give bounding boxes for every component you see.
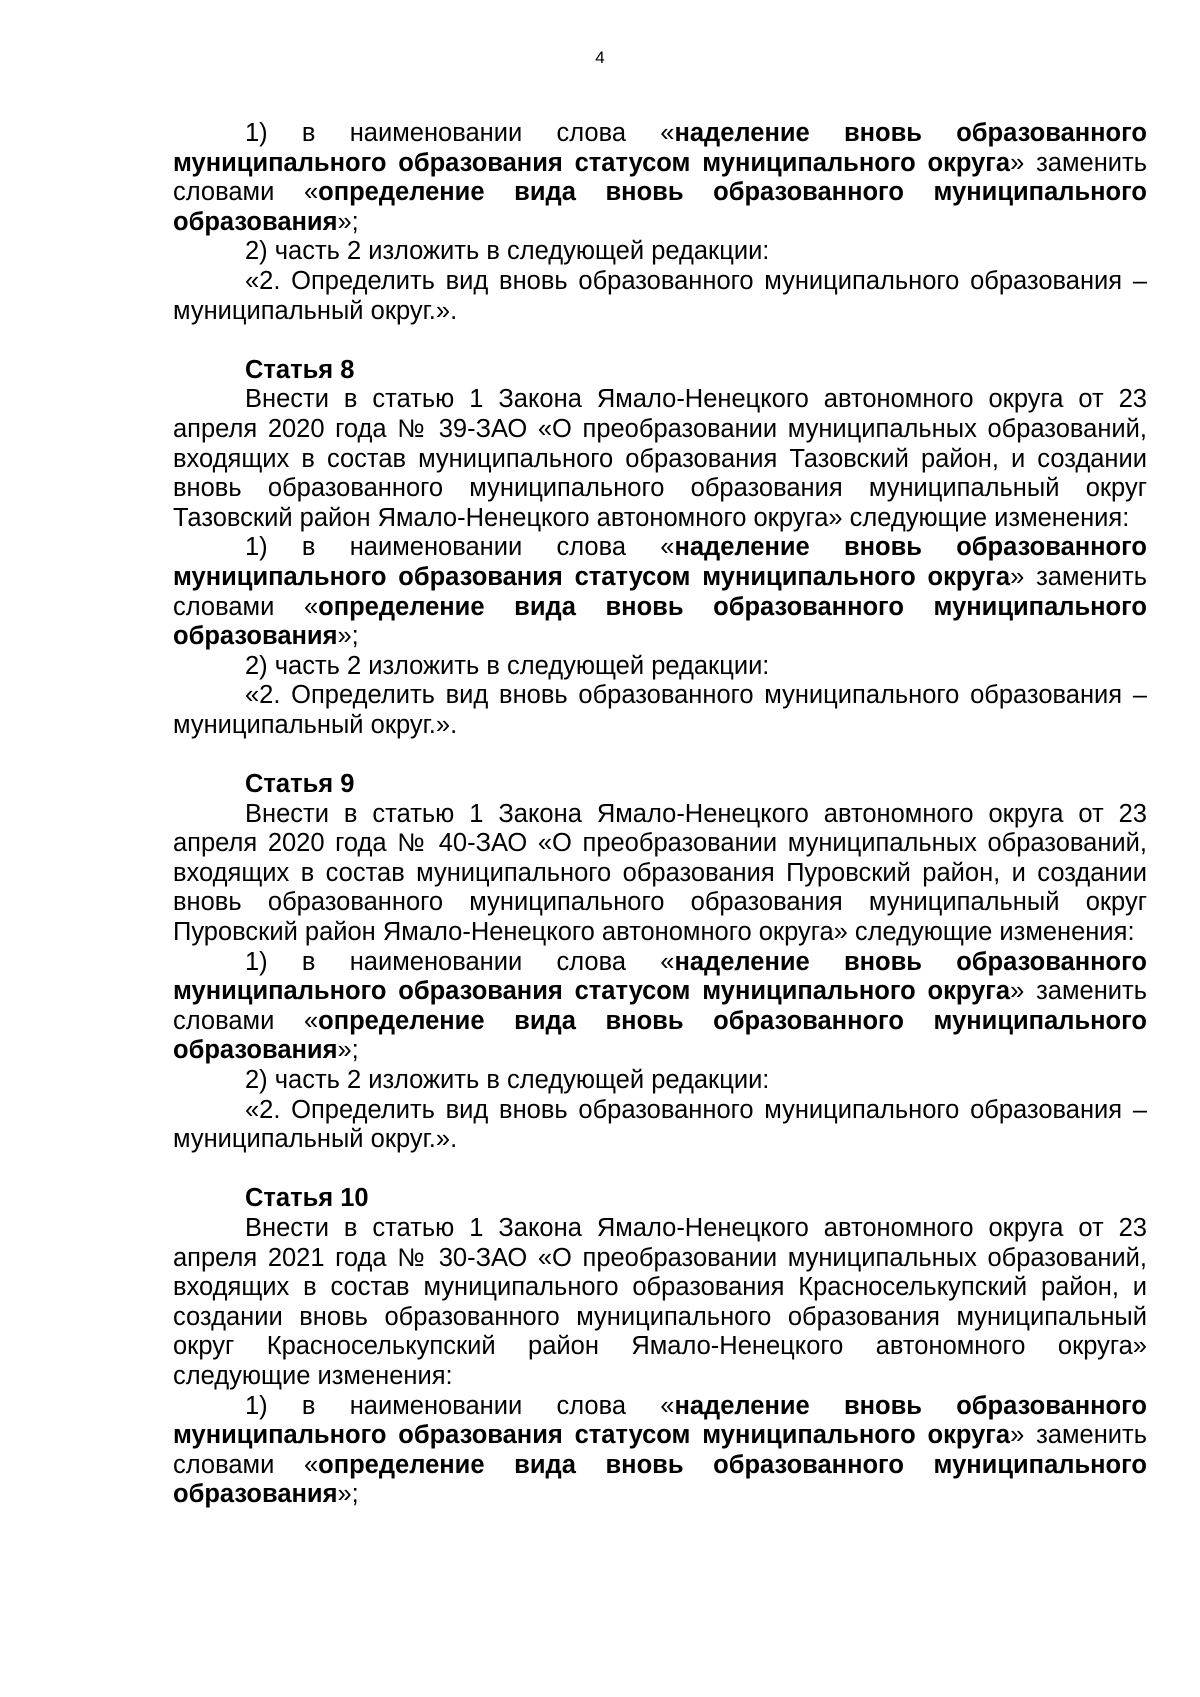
item-bold-text: наделение вновь образованного муниципального образования статусом муниципального округа [173,1391,1147,1450]
item-text: 1) в наименовании слова « [245,947,675,976]
item-text: » заменить словами « [173,1421,1147,1479]
article8-heading: Статья 8 [245,355,355,384]
document-body [173,119,1147,1510]
item-text: »; [337,1480,359,1509]
article7-item2: 2) часть 2 изложить в следующей редакции: [245,237,770,266]
article7-item1 [173,119,1147,237]
item-bold-text: наделение вновь образованного муниципального образования статусом муниципального округа [173,119,1147,177]
item-text: 1) в наименовании слова « [245,533,675,562]
article8-item2: 2) часть 2 изложить в следующей редакции: [245,651,770,680]
item-bold-text: наделение вновь образованного муниципального образования статусом муниципального округа [173,533,1147,591]
item-text: 1) в наименовании слова « [245,119,675,147]
item-text: »; [337,1036,359,1065]
article10-heading: Статья 10 [245,1184,369,1213]
article10-intro: Внести в статью 1 Закона Ямало-Ненецкого автономного округа от 23 апреля 2021 года № 30-ЗАО «О преобразовании муниципальных образований, входящих в состав муниципального образования Красноселькупский район, и создании вновь образованного муниципального образования муниципальный округ Красноселькупский район Ямало-Ненецкого автономного округа» следующие изменения: [173,1213,1147,1390]
article9-item2: 2) часть 2 изложить в следующей редакции: [245,1066,770,1094]
article8-quote: «2. Определить вид вновь образованного муниципального образования – муниципальный округ.». [173,681,1147,739]
item-text: »; [337,622,359,651]
article9-intro: Внести в статью 1 Закона Ямало-Ненецкого автономного округа от 23 апреля 2020 года № 40-ЗАО «О преобразовании муниципальных образований, входящих в состав муниципального образования Пуровский район, и создании вновь образованного муниципального образования муниципальный округ Пуровский район Ямало-Ненецкого автономного округа» следующие изменения: [173,799,1147,947]
article10-item1 [173,1392,1147,1510]
item-bold-text: определение вида вновь образованного муниципального образования [173,1006,1147,1065]
article8-intro: Внести в статью 1 Закона Ямало-Ненецкого автономного округа от 23 апреля 2020 года № 39-ЗАО «О преобразовании муниципальных образований, входящих в состав муниципального образования Тазовский район, и создании вновь образованного муниципального образования муниципальный округ Тазовский район Ямало-Ненецкого автономного округа» следующие изменения: [173,385,1147,532]
article9-item1 [173,948,1147,1066]
article9-heading: Статья 9 [245,770,355,799]
item-text: » заменить словами « [173,148,1147,207]
item-bold-text: определение вида вновь образованного муниципального образования [173,178,1147,236]
item-bold-text: определение вида вновь образованного муниципального образования [173,1450,1147,1509]
item-text: » заменить словами « [173,562,1147,621]
article9-quote: «2. Определить вид вновь образованного муниципального образования – муниципальный округ.». [173,1095,1147,1154]
item-text: » заменить словами « [173,977,1147,1035]
article7-quote: «2. Определить вид вновь образованного муниципального образования – муниципальный округ.». [173,266,1147,325]
item-text: »; [337,207,359,236]
article8-item1 [173,533,1147,651]
page-number: 4 [595,48,605,67]
item-bold-text: наделение вновь образованного муниципального образования статусом муниципального округа [173,947,1147,1006]
item-bold-text: определение вида вновь образованного муниципального образования [173,592,1147,651]
item-text: 1) в наименовании слова « [245,1391,675,1420]
